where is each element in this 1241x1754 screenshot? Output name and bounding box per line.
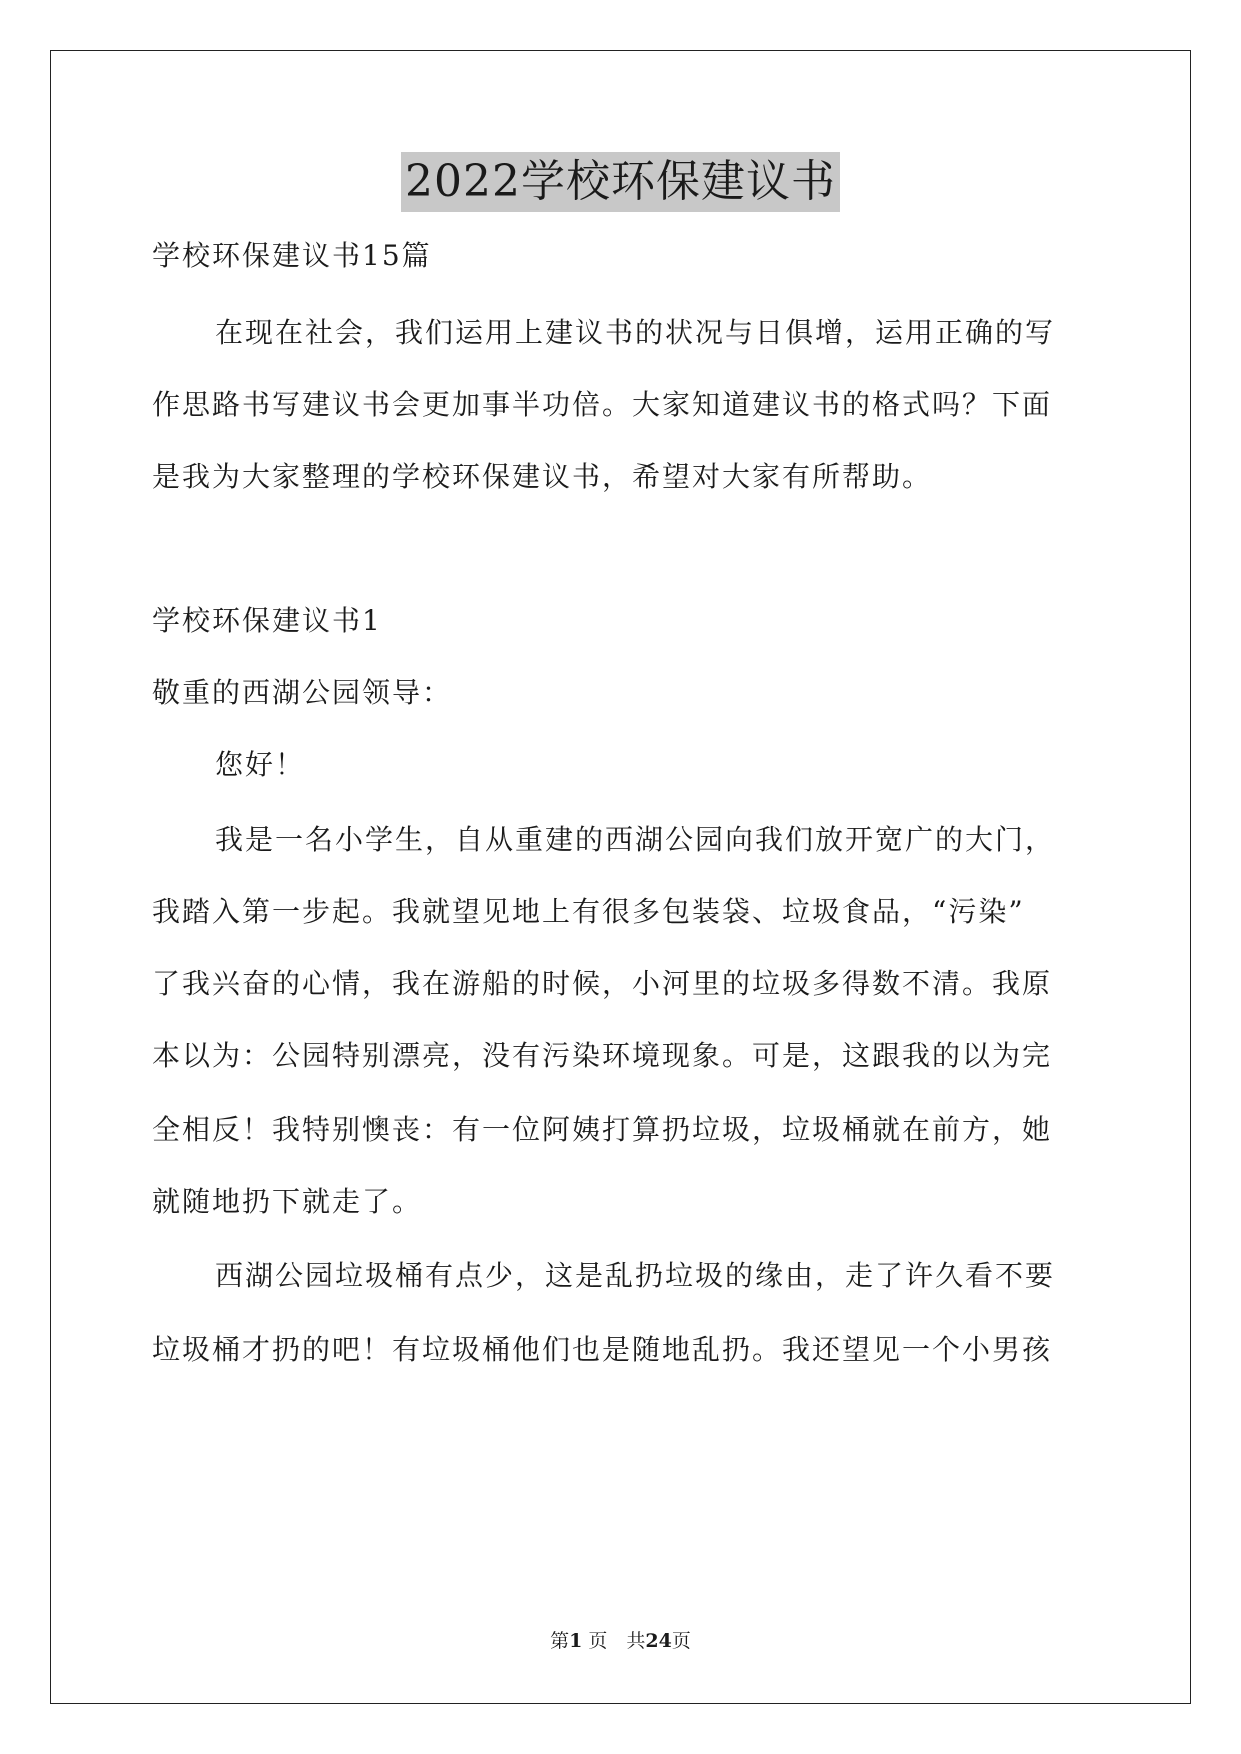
page-border	[50, 50, 1191, 1704]
para2-line-2: 垃圾桶才扔的吧！有垃圾桶他们也是随地乱扔。我还望见一个小男孩	[152, 1333, 1053, 1366]
footer-total-pages: 24	[645, 1630, 672, 1652]
para1-line-5: 全相反！我特别懊丧：有一位阿姨打算扔垃圾，垃圾桶就在前方，她	[152, 1113, 1053, 1146]
para1-line-2: 我踏入第一步起。我就望见地上有很多包装袋、垃圾食品，“污染”	[152, 895, 1025, 928]
para1-line-4: 本以为：公园特别漂亮，没有污染环境现象。可是，这跟我的以为完	[152, 1039, 1053, 1072]
para1-line-6: 就随地扔下就走了。	[152, 1185, 423, 1218]
footer-page-number: 1	[569, 1630, 583, 1652]
page-footer	[0, 1628, 1241, 1654]
footer-page-mid: 页 共	[588, 1630, 646, 1652]
salutation: 敬重的西湖公园领导：	[152, 676, 453, 709]
intro-line-1: 在现在社会，我们运用上建议书的状况与日俱增，运用正确的写	[215, 316, 1056, 349]
greeting: 您好！	[215, 748, 306, 781]
section-heading: 学校环保建议书1	[152, 604, 382, 637]
para1-line-1: 我是一名小学生，自从重建的西湖公园向我们放开宽广的大门，	[215, 823, 1056, 856]
footer-page-suffix: 页	[671, 1630, 691, 1652]
intro-line-3: 是我为大家整理的学校环保建议书，希望对大家有所帮助。	[152, 460, 933, 493]
para1-line-3: 了我兴奋的心情，我在游船的时候，小河里的垃圾多得数不清。我原	[152, 967, 1053, 1000]
subtitle: 学校环保建议书15篇	[152, 239, 432, 272]
footer-page-prefix: 第	[550, 1630, 570, 1652]
intro-line-2: 作思路书写建议书会更加事半功倍。大家知道建议书的格式吗？下面	[152, 388, 1053, 421]
document-title: 2022学校环保建议书	[401, 152, 840, 212]
document-title-wrap	[0, 152, 1241, 212]
para2-line-1: 西湖公园垃圾桶有点少，这是乱扔垃圾的缘由，走了许久看不要	[215, 1259, 1056, 1292]
